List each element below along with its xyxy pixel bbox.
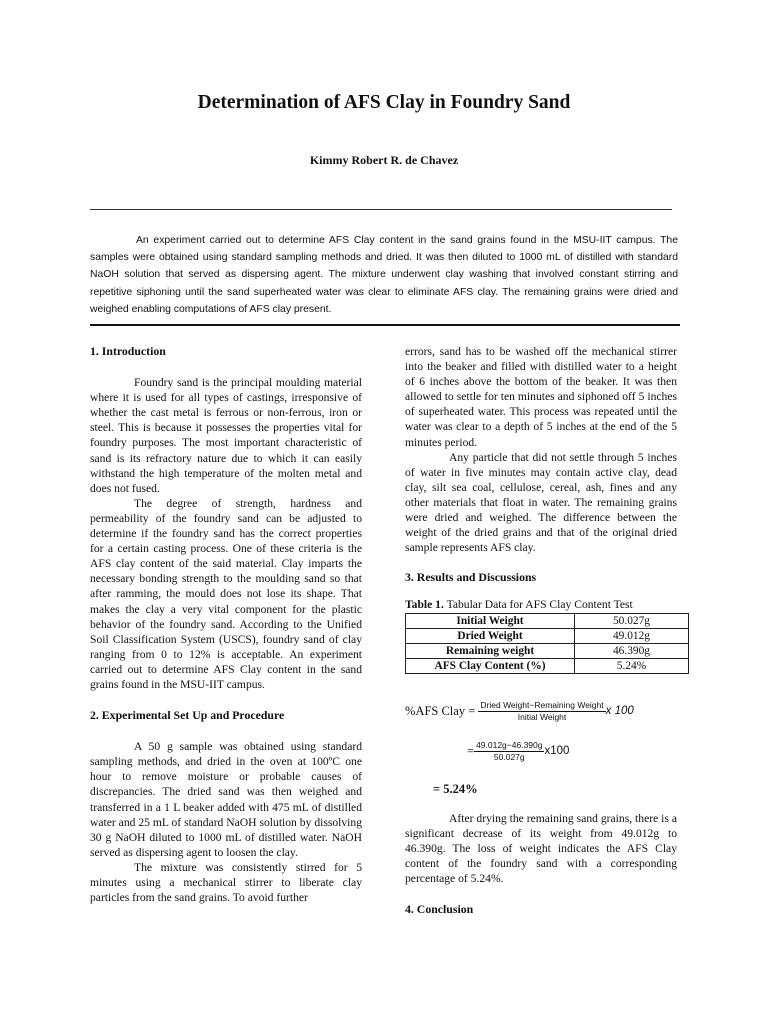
formula-lhs: %AFS Clay = — [405, 703, 479, 718]
abstract: An experiment carried out to determine AFS Clay content in the sand grains found in the MSU-IIT campus. The samples were obtained using standard sampling methods and dried. It was then diluted to 1000 mL of distilled with standard NaOH solution that served as dispersing agent. The mixture underwent clay washing that involved constant stirring and repetitive siphoning until the sand superheated water was clear to eliminate AFS clay. The remaining grains were dried and weighed enabling computations of AFS clay present. — [90, 235, 678, 315]
table-cell-value: 46.390g — [575, 643, 689, 658]
paper-title: Determination of AFS Clay in Foundry Sand — [197, 92, 571, 113]
table-row — [406, 613, 689, 628]
table-cell-label: Remaining weight — [406, 643, 575, 658]
table-cell-label: AFS Clay Content (%) — [406, 658, 575, 673]
results-heading: 3. Results and Discussions — [405, 570, 537, 585]
right-column — [405, 344, 677, 917]
left-column — [90, 344, 362, 905]
substitution-denominator: 50.027g — [493, 751, 525, 762]
formula-substitution — [405, 740, 677, 768]
particle-paragraph: Any particle that did not settle through 5 inches of water in five minutes may contain active clay, dead clay, silt sea coal, cellulose, cereal, ash, fines and any other materials that float in water. The remaining grains were dried and weighed. The difference between the weight of the dried grains and that of the original dried sample represents AFS clay. — [405, 450, 677, 555]
substitution-numerator: 49.012g−46.390g — [476, 739, 543, 750]
intro-heading: 1. Introduction — [90, 344, 166, 358]
table-caption-label: Table 1. — [405, 598, 444, 612]
table-caption — [405, 597, 677, 612]
author-name: Kimmy Robert R. de Chavez — [309, 153, 459, 167]
setup-heading: 2. Experimental Set Up and Procedure — [90, 708, 285, 723]
table-cell-value: 49.012g — [575, 628, 689, 643]
table-cell-value: 5.24% — [575, 658, 689, 673]
substitution-multiplier: x100 — [544, 744, 570, 757]
table-cell-label: Dried Weight — [406, 628, 575, 643]
intro-paragraph-2: The degree of strength, hardness and permeability of the foundry sand can be adjusted to determine if the foundry sand has the correct properties for a certain casting process. One of these criteria is the AFS clay content of the said material. Clay imparts the necessary bonding strength to the moulding sand so that after ramming, the mould does not lose its shape. That makes the clay a very vital component for the plastic behavior of the foundry sand. According to the Unified Soil Classification System (USCS), foundry sand of clay ranging from 0 to 12% is acceptable. An experiment carried out to determine AFS Clay content in the sand grains found in the MSU-IIT campus. — [90, 496, 362, 691]
table-row — [406, 628, 689, 643]
formula-denominator: Initial Weight — [517, 711, 567, 722]
table-row — [406, 658, 689, 673]
separator-line — [90, 209, 672, 210]
table-cell-label: Initial Weight — [406, 613, 575, 628]
procedure-paragraph: errors, sand has to be washed off the mechanical stirrer into the beaker and filled with distilled water to a height of 6 inches above the bottom of the beaker. It was then allowed to settle for ten minutes and siphoned off 5 inches of superheated water. This process was repeated until the water was clear to a depth of 5 inches at the end of the 5 minutes period. — [405, 345, 677, 449]
table-row — [406, 643, 689, 658]
substitution-fraction — [474, 740, 544, 763]
substitution-equals: = — [467, 743, 475, 758]
setup-paragraph-1: A 50 g sample was obtained using standard sampling methods, and dried in the oven at 100ºC one hour to remove moisture or probable causes of discrepancies. The dried sand was then weighed and transferred in a 1 L beaker added with 475 mL of distilled water and 25 mL of standard NaOH solution by dissolving 30 g NaOH diluted to 1000 mL of distilled water. NaOH served as dispersing agent to loosen the clay. — [90, 740, 362, 859]
table-caption-text: Tabular Data for AFS Clay Content Test — [443, 598, 633, 612]
formula-afs-clay — [405, 700, 677, 728]
table-cell-value: 50.027g — [575, 613, 689, 628]
section-rule — [90, 324, 680, 326]
conclusion-heading: 4. Conclusion — [405, 902, 474, 917]
data-table — [405, 613, 689, 674]
formula-numerator: Dried Weight−Remaining Weight — [480, 699, 604, 710]
formula-multiplier: x 100 — [605, 704, 634, 717]
discussion-paragraph: After drying the remaining sand grains, there is a significant decrease of its weight from 49.012g to 46.390g. The loss of weight indicates the AFS Clay content of the foundry sand with a corresponding percentage of 5.24%. — [405, 811, 677, 885]
intro-paragraph-1: Foundry sand is the principal moulding material where it is used for all types of castings, irresponsive of whether the cast metal is ferrous or non-ferrous, iron or steel. This is because it possesses the properties vital for foundry purposes. The most important characteristic of sand is its refractory nature due to which it can easily withstand the high temperature of the molten metal and does not fused. — [90, 376, 362, 495]
setup-paragraph-2: The mixture was consistently stirred for 5 minutes using a mechanical stirrer to liberate clay particles from the sand grains. To avoid further — [90, 860, 362, 905]
formula-result: = 5.24% — [433, 781, 478, 796]
formula-fraction — [478, 700, 605, 723]
